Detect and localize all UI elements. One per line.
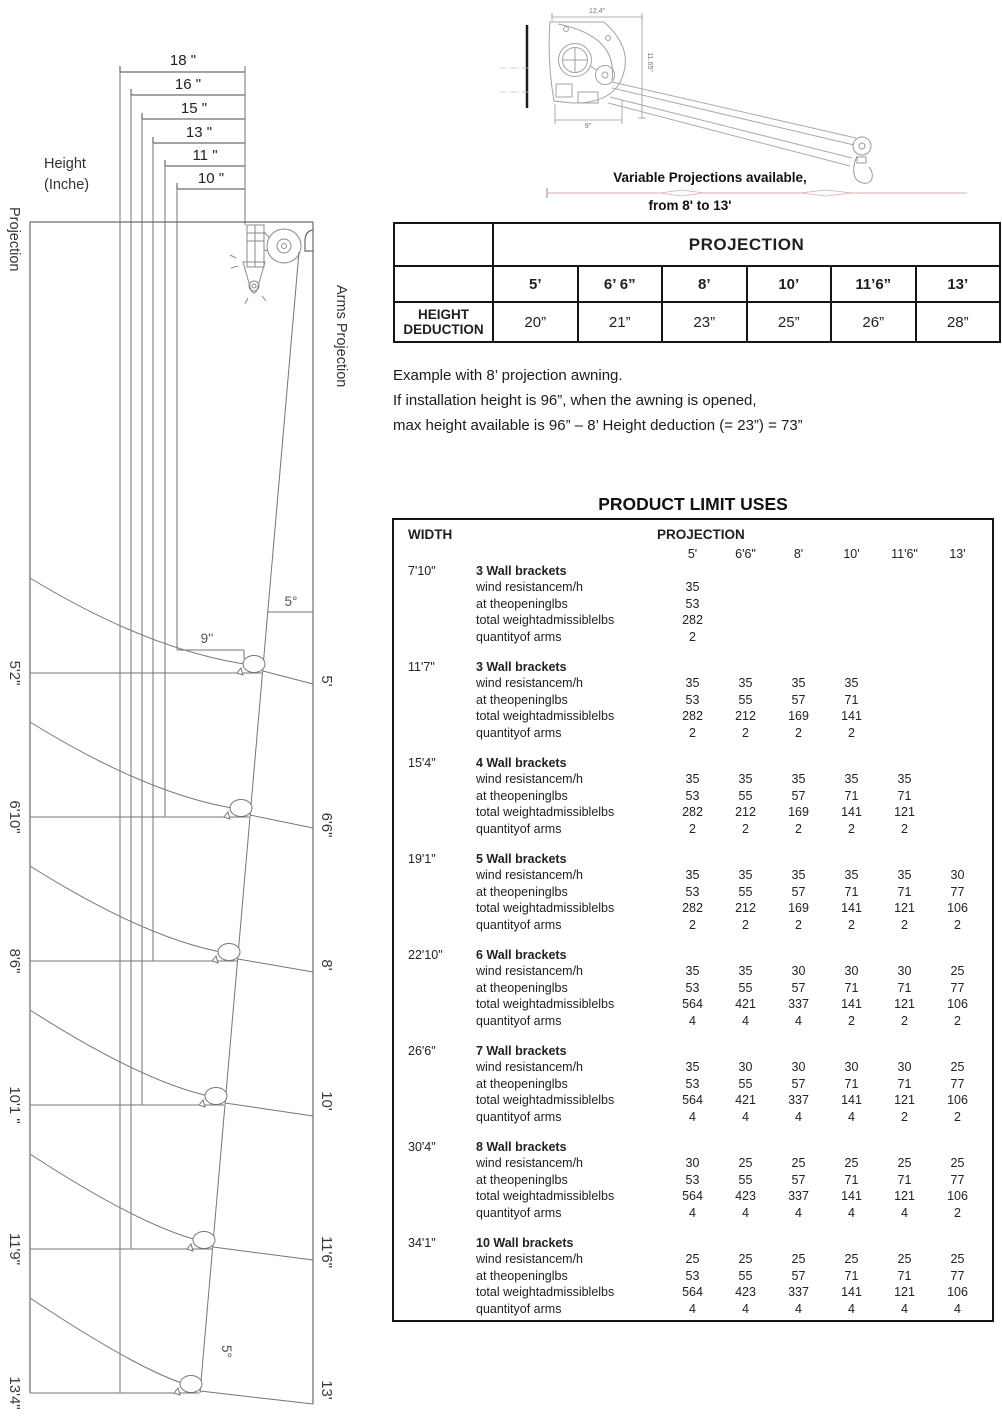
bracket-group <box>394 1139 992 1222</box>
quantity-arms-row: quantityof arms 2 2 2 2 2 2 <box>476 917 961 932</box>
left-label-6-10: 6'10" <box>6 800 23 834</box>
bracket-group <box>394 947 992 1030</box>
bracket-group <box>394 659 992 742</box>
row-label: wind resistancem/h <box>476 868 583 882</box>
left-label-8-6: 8'6" <box>6 948 23 974</box>
total-weight-row: total weightadmissiblelbs 564 421 337 141 121 106 <box>476 997 968 1011</box>
example-line-3: max height available is 96” – 8’ Height deduction (= 23”) = 73” <box>393 417 803 434</box>
group-width-value: 34'1" <box>408 1235 436 1250</box>
row-label: wind resistancem/h <box>476 1060 583 1074</box>
deduction-10: 25” <box>747 302 832 342</box>
deduction-5: 20” <box>493 302 578 342</box>
wind-resistance-row: wind resistancem/h 35 35 30 30 30 25 <box>476 964 965 978</box>
opening-row: at theopeninglbs 53 55 57 71 71 77 <box>476 884 965 899</box>
row-label: quantityof arms <box>476 821 562 836</box>
plu-col-5: 5' <box>687 547 698 561</box>
wind-resistance-row: wind resistancem/h 35 <box>476 580 700 594</box>
angle-label-top: 5° <box>284 594 298 609</box>
projection-table-empty <box>394 266 493 302</box>
total-weight-row: total weightadmissiblelbs 282 212 169 141 121 <box>476 805 915 819</box>
deduction-8: 23” <box>662 302 747 342</box>
total-weight-row: total weightadmissiblelbs 564 423 337 141 121 106 <box>476 1189 968 1203</box>
row-label: wind resistancem/h <box>476 1252 583 1266</box>
product-limit-uses-title: PRODUCT LIMIT USES <box>598 494 788 514</box>
plu-col-11-6: 11'6" <box>891 547 918 561</box>
height-dim-15: 15 " <box>180 100 208 117</box>
right-label-8: 8' <box>318 959 335 971</box>
group-brackets-title: 6 Wall brackets <box>476 947 567 962</box>
total-weight-row: total weightadmissiblelbs 564 423 337 141 121 106 <box>476 1285 968 1299</box>
projection-range-line <box>547 188 967 198</box>
row-label: at theopeninglbs <box>476 1268 568 1283</box>
height-axis-label: Height <box>44 156 86 172</box>
group-width-value: 30'4" <box>408 1139 436 1154</box>
proj-col-11-6: 11’6” <box>831 266 916 302</box>
variable-projections-caption: Variable Projections available, <box>613 170 807 185</box>
plu-col-10: 10' <box>843 547 860 561</box>
row-label: total weightadmissiblelbs <box>476 1285 615 1299</box>
wind-resistance-row: wind resistancem/h 35 35 35 35 35 30 <box>476 868 965 882</box>
row-label: at theopeninglbs <box>476 1172 568 1187</box>
total-weight-row: total weightadmissiblelbs 564 421 337 141 121 106 <box>476 1093 968 1107</box>
proj-col-5: 5’ <box>493 266 578 302</box>
group-width-value: 7'10" <box>408 563 436 578</box>
projection-range-caption: from 8' to 13' <box>648 198 732 213</box>
row-label: at theopeninglbs <box>476 1076 568 1091</box>
projection-arcs-levels <box>30 578 313 1404</box>
row-label: quantityof arms <box>476 1205 562 1220</box>
row-label: wind resistancem/h <box>476 580 583 594</box>
wall-outline <box>30 222 313 1404</box>
quantity-arms-row: quantityof arms 4 4 4 4 4 4 <box>476 1301 961 1316</box>
group-width-value: 15'4" <box>408 755 436 770</box>
group-brackets-title: 10 Wall brackets <box>476 1235 574 1250</box>
row-label: wind resistancem/h <box>476 964 583 978</box>
left-label-13-4: 13'4" <box>6 1376 23 1410</box>
height-projection-diagram <box>0 0 390 1416</box>
group-brackets-title: 5 Wall brackets <box>476 851 567 866</box>
total-weight-row: total weightadmissiblelbs 282 212 169 141 121 106 <box>476 901 968 915</box>
bracket-groups-container <box>394 563 992 1318</box>
row-label: total weightadmissiblelbs <box>476 901 615 915</box>
row-label: total weightadmissiblelbs <box>476 805 615 819</box>
row-label: wind resistancem/h <box>476 1156 583 1170</box>
deduction-13: 28” <box>916 302 1001 342</box>
plu-col-6-6: 6'6" <box>735 547 756 561</box>
height-dim-11: 11 " <box>192 147 218 164</box>
group-width-value: 11'7" <box>408 659 435 674</box>
projection-column-header: PROJECTION <box>657 527 745 542</box>
opening-row: at theopeninglbs 53 55 57 71 71 77 <box>476 980 965 995</box>
row-label: total weightadmissiblelbs <box>476 997 615 1011</box>
bracket-group <box>394 755 992 838</box>
quantity-arms-row: quantityof arms 2 2 2 2 2 <box>476 821 908 836</box>
product-limit-uses-table <box>392 518 994 1322</box>
height-deduction-header: HEIGHT DEDUCTION <box>394 302 493 342</box>
opening-row: at theopeninglbs 53 55 57 71 71 77 <box>476 1076 965 1091</box>
projection-table-title: PROJECTION <box>493 223 1000 266</box>
wind-resistance-row: wind resistancem/h 35 35 35 35 <box>476 676 859 690</box>
bracket-group <box>394 851 992 934</box>
opening-row: at theopeninglbs 53 55 57 71 71 77 <box>476 1172 965 1187</box>
height-dim-16: 16 " <box>174 76 202 93</box>
opening-row: at theopeninglbs 53 55 57 71 71 <box>476 788 912 803</box>
group-brackets-title: 3 Wall brackets <box>476 563 567 578</box>
group-width-value: 22'10" <box>408 947 443 962</box>
wind-resistance-row: wind resistancem/h 35 30 30 30 30 25 <box>476 1060 965 1074</box>
height-deduction-example <box>393 363 803 438</box>
opening-row: at theopeninglbs 53 55 57 71 71 77 <box>476 1268 965 1283</box>
angle-label-bottom: 5° <box>219 1345 234 1358</box>
dim-depth-label: 9" <box>584 123 592 130</box>
bracket-group <box>394 1043 992 1126</box>
height-guide-lines <box>120 72 177 1393</box>
deduction-6-6: 21” <box>578 302 663 342</box>
row-label: total weightadmissiblelbs <box>476 613 615 627</box>
right-label-5: 5' <box>318 675 335 687</box>
quantity-arms-row: quantityof arms 2 <box>476 629 696 644</box>
row-label: quantityof arms <box>476 1301 562 1316</box>
bracket-group <box>394 563 992 646</box>
row-label: total weightadmissiblelbs <box>476 709 615 723</box>
wind-resistance-row: wind resistancem/h 30 25 25 25 25 25 <box>476 1156 965 1170</box>
row-label: quantityof arms <box>476 629 562 644</box>
left-label-11-9: 11'9" <box>6 1232 23 1266</box>
projection-table-corner <box>394 223 493 266</box>
right-label-6-6: 6'6" <box>318 812 335 838</box>
group-brackets-title: 3 Wall brackets <box>476 659 567 674</box>
group-brackets-title: 8 Wall brackets <box>476 1139 567 1154</box>
opening-row: at theopeninglbs 53 55 57 71 <box>476 692 859 707</box>
example-line-2: If installation height is 96”, when the awning is opened, <box>393 392 757 409</box>
row-label: at theopeninglbs <box>476 980 568 995</box>
awning-end-caps <box>174 656 265 1396</box>
plu-col-13: 13' <box>949 547 966 561</box>
height-dim-10: 10 " <box>197 170 225 187</box>
height-dim-13: 13 " <box>185 124 213 141</box>
right-label-10: 10' <box>318 1091 335 1111</box>
bracket-group <box>394 1235 992 1318</box>
group-brackets-title: 7 Wall brackets <box>476 1043 567 1058</box>
proj-col-6-6: 6’ 6” <box>578 266 663 302</box>
wind-resistance-row: wind resistancem/h 35 35 35 35 35 <box>476 772 912 786</box>
height-axis-unit: (Inche) <box>44 177 90 193</box>
proj-col-13: 13’ <box>916 266 1001 302</box>
row-label: quantityof arms <box>476 917 562 932</box>
dim-height-label: 11.65" <box>646 52 653 72</box>
extended-arms <box>608 82 856 166</box>
width-column-header: WIDTH <box>408 527 453 542</box>
row-label: quantityof arms <box>476 1013 562 1028</box>
plu-col-8: 8' <box>793 547 804 561</box>
row-label: wind resistancem/h <box>476 676 583 690</box>
row-label: at theopeninglbs <box>476 596 568 611</box>
quantity-arms-row: quantityof arms 4 4 4 4 4 2 <box>476 1205 961 1220</box>
proj-col-10: 10’ <box>747 266 832 302</box>
projection-axis-label: Projection <box>6 207 22 272</box>
center-lines <box>500 68 530 92</box>
arms-projection-label: Arms Projection <box>333 285 349 388</box>
projection-subcolumns <box>394 546 992 563</box>
dim-width-label: 12.4" <box>588 8 606 15</box>
proj-col-8: 8’ <box>662 266 747 302</box>
quantity-arms-row: quantityof arms 4 4 4 2 2 2 <box>476 1013 961 1028</box>
row-label: at theopeninglbs <box>476 692 568 707</box>
left-label-10-1: 10'1 " <box>6 1086 23 1124</box>
left-label-5-2: 5'2" <box>6 660 23 686</box>
deduction-11-6: 26” <box>831 302 916 342</box>
row-label: total weightadmissiblelbs <box>476 1189 615 1203</box>
cassette-body <box>549 22 625 103</box>
row-label: at theopeninglbs <box>476 788 568 803</box>
total-weight-row: total weightadmissiblelbs 282 <box>476 613 703 627</box>
projection-table <box>393 222 1001 343</box>
row-label: quantityof arms <box>476 1109 562 1124</box>
quantity-arms-row: quantityof arms 4 4 4 4 2 2 <box>476 1109 961 1124</box>
right-label-11-6: 11'6" <box>318 1235 335 1269</box>
row-label: total weightadmissiblelbs <box>476 1093 615 1107</box>
group-brackets-title: 4 Wall brackets <box>476 755 567 770</box>
row-label: quantityof arms <box>476 725 562 740</box>
row-label: wind resistancem/h <box>476 772 583 786</box>
quantity-arms-row: quantityof arms 2 2 2 2 <box>476 725 855 740</box>
roller-mechanism <box>230 225 301 304</box>
example-line-1: Example with 8’ projection awning. <box>393 367 623 384</box>
nine-inch-label: 9'' <box>200 631 214 646</box>
row-label: at theopeninglbs <box>476 884 568 899</box>
group-width-value: 19'1" <box>408 851 436 866</box>
awning-side-view-drawing <box>500 0 1002 218</box>
wind-resistance-row: wind resistancem/h 25 25 25 25 25 25 <box>476 1252 965 1266</box>
group-width-value: 26'6" <box>408 1043 436 1058</box>
total-weight-row: total weightadmissiblelbs 282 212 169 141 <box>476 709 862 723</box>
right-label-13: 13' <box>318 1380 335 1400</box>
opening-row: at theopeninglbs 53 <box>476 596 700 611</box>
height-dim-18: 18 " <box>169 52 197 69</box>
